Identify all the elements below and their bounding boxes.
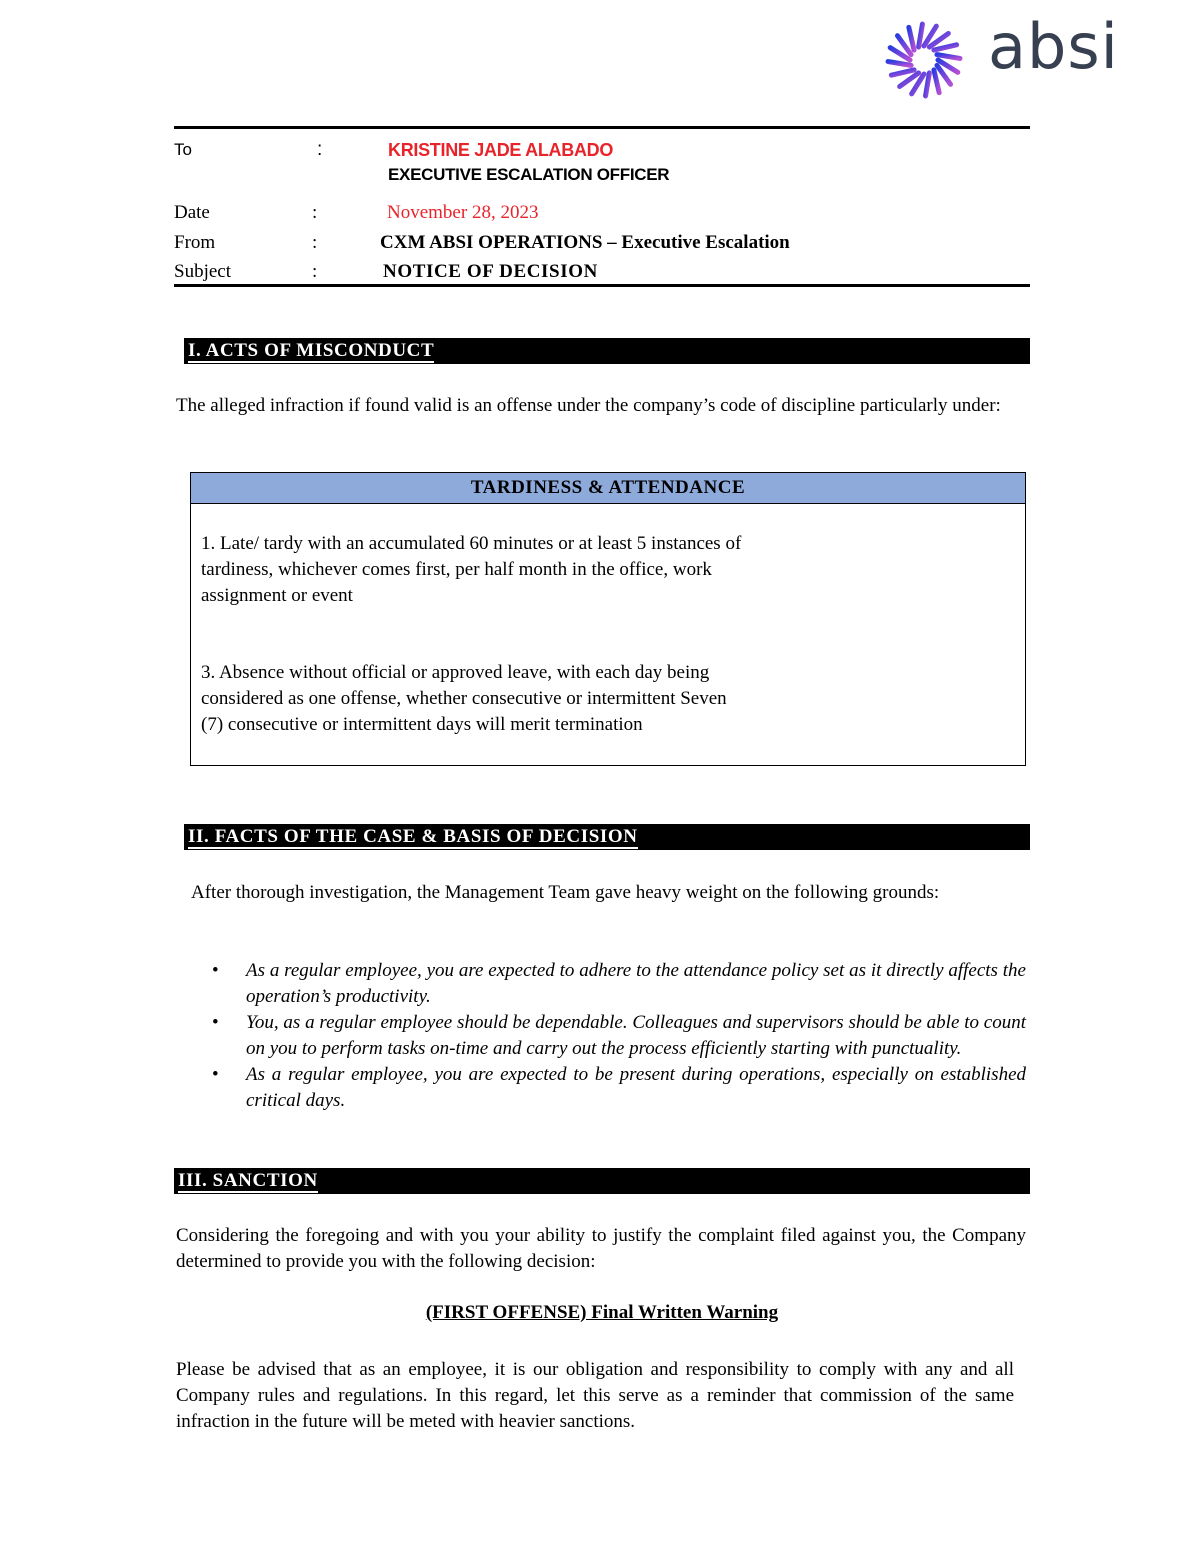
infraction-table: [190, 472, 1026, 766]
decision-title: (FIRST OFFENSE) Final Written Warning: [425, 1302, 779, 1323]
list-item: [190, 1010, 1026, 1062]
starburst-ray: [888, 62, 911, 66]
infraction-item-3: 3. Absence without official or approved leave, with each day being considered as one offense, whether consecutive or intermittent Seven (7) consecutive or intermittent days will merit termination: [201, 662, 727, 735]
starburst-ray: [934, 45, 957, 50]
bullet-icon: •: [212, 960, 219, 981]
section-3-title: III. SANCTION: [178, 1170, 318, 1191]
starburst-ray: [891, 70, 914, 75]
section-1-title: I. ACTS OF MISCONDUCT: [188, 340, 435, 361]
header-bottom-rule: [174, 284, 1030, 287]
bullet-icon: •: [212, 1064, 219, 1085]
starburst-ray: [937, 55, 960, 59]
list-item: [190, 958, 1026, 1010]
recipient-title: EXECUTIVE ESCALATION OFFICER: [388, 165, 670, 184]
section-2-intro: After thorough investigation, the Management Team gave heavy weight on the following grounds:: [191, 882, 940, 903]
starburst-ray: [934, 70, 939, 93]
date-value: November 28, 2023: [387, 202, 539, 223]
subject-colon: :: [312, 261, 318, 282]
header-top-rule: [174, 126, 1030, 129]
from-value: CXM ABSI OPERATIONS – Executive Escalation: [380, 232, 790, 253]
section-3-intro: Considering the foregoing and with you your ability to justify the complaint filed against you, the Company determined to provide you with the following decision:: [176, 1225, 1026, 1272]
starburst-ray: [919, 24, 923, 47]
date-label: Date: [174, 202, 210, 223]
section-2-title: II. FACTS OF THE CASE & BASIS OF DECISION: [188, 826, 638, 847]
infraction-table-header: TARDINESS & ATTENDANCE: [191, 473, 1025, 504]
recipient-name: KRISTINE JADE ALABADO: [388, 140, 614, 160]
grounds-list: [190, 958, 1026, 1114]
bullet-icon: •: [212, 1012, 219, 1033]
date-colon: :: [312, 202, 318, 223]
to-label: To: [174, 140, 192, 159]
section-acts-of-misconduct-heading: [184, 338, 1030, 364]
starburst-icon: [888, 24, 960, 96]
logo-wordmark: absi: [988, 10, 1119, 83]
to-colon: :: [317, 139, 323, 160]
section-3-closing: Please be advised that as an employee, it is our obligation and responsibility to comply with any and all Company rules and regulations. In this regard, let this serve as a reminder that commission of the same infraction in the future will be meted with heavier sanctions.: [176, 1359, 1014, 1432]
infraction-item-1: 1. Late/ tardy with an accumulated 60 minutes or at least 5 instances of tardiness, whichever comes first, per half month in the office, work assignment or event: [201, 533, 742, 606]
starburst-ray: [926, 73, 930, 96]
section-sanction-heading: [174, 1168, 1030, 1194]
ground-text: As a regular employee, you are expected to adhere to the attendance policy set as it directly affects the operation’s productivity.: [246, 960, 1026, 1007]
list-item: [190, 1062, 1026, 1114]
ground-text: As a regular employee, you are expected to be present during operations, especially on established critical days.: [246, 1064, 1026, 1111]
from-colon: :: [312, 232, 318, 253]
from-label: From: [174, 232, 216, 253]
subject-value: NOTICE OF DECISION: [383, 261, 598, 282]
subject-label: Subject: [174, 261, 231, 282]
section-facts-heading: [184, 824, 1030, 850]
starburst-ray: [909, 27, 914, 50]
section-1-intro: The alleged infraction if found valid is an offense under the company’s code of discipline particularly under:: [176, 395, 1001, 416]
ground-text: You, as a regular employee should be dependable. Colleagues and supervisors should be able to count on you to perform tasks on-time and carry out the process efficiently starting with punctuality.: [246, 1012, 1026, 1059]
